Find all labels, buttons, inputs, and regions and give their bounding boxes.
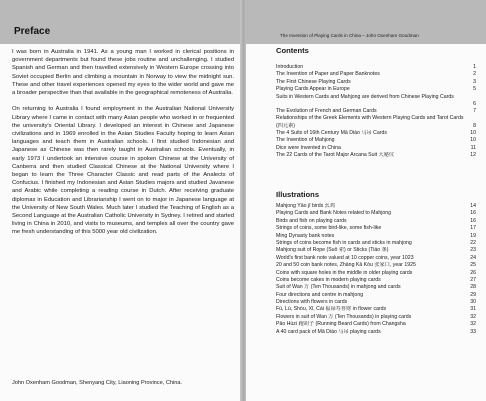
entry-page-number: 10 (470, 137, 476, 144)
entry-page-number: 11 (470, 144, 476, 151)
illustration-entry (276, 329, 476, 336)
entry-title: Playing Cards and Bank Notes related to Mahjong (276, 210, 392, 217)
entry-page-number: 10 (470, 129, 476, 136)
entry-title: Coins become cakes in modern playing cards (276, 276, 381, 283)
toc-entry (276, 152, 476, 159)
illustration-entry (276, 292, 476, 299)
entry-page-number: 16 (470, 210, 476, 217)
illustration-entry (276, 210, 476, 217)
entry-title: Flowers in suit of Wan 万 (Ten Thousands) in playing cards (276, 313, 412, 320)
illustration-entry (276, 225, 476, 232)
toc-entry (276, 115, 476, 129)
entry-title: Suit of Wan 万 (Ten Thousands) in mahjong and cards (276, 284, 401, 291)
illustration-entry (276, 203, 476, 210)
entry-title: The Invention of Paper and Paper Banknotes (276, 71, 380, 78)
entry-title: Strings of coins, some bird-like, some fish-like (276, 225, 382, 232)
right-page (246, 0, 486, 401)
illustration-entry (276, 247, 476, 254)
toc-entry (276, 71, 476, 78)
entry-page-number: 28 (470, 284, 476, 291)
illustration-entry (276, 255, 476, 262)
illustration-entry (276, 299, 476, 306)
entry-title: Suits in Western Cards and Mahjong are derived from Chinese Playing Cards (276, 93, 454, 100)
entry-title: Coins with square holes in the middle in older playing cards (276, 269, 413, 276)
illustration-entry (276, 314, 476, 321)
illustrations-heading: Illustrations (276, 190, 320, 199)
preface-paragraph: I was born in Australia in 1941. As a young man I worked in clerical positions in government departments but found these jobs routine and unchallenging. I studied Spanish and German and then travelled extensively in Western Europe crossing into Soviet occupied Berlin and climbing a mountain in Norway to view the midnight sun. These and other travel experiences opened my eyes to the wider world and gave me a broader perspective than that available in the geographical remoteness of Australia. (12, 49, 234, 97)
toc-entry (276, 86, 476, 93)
entry-title: Strings of coins become fish in cards and sticks in mahjong (276, 239, 412, 246)
entry-page-number: 30 (470, 299, 476, 306)
entry-page-number: 22 (470, 239, 476, 246)
chapter-title: Preface (14, 26, 51, 37)
entry-title: Relationships of the Greek Elements with Western Playing Cards and Tarot Cards (四元素) (276, 115, 464, 129)
entry-page-number: 5 (473, 86, 476, 93)
author-signature: John Oxenham Goodman, Shenyang City, Liaoning Province, China. (12, 380, 182, 386)
entry-title: Four directions and centre in mahjong (276, 291, 364, 298)
entry-title: Directions with flowers in cards (276, 299, 348, 306)
entry-title: The Invention of Mahjong (276, 137, 335, 144)
illustrations-list (276, 203, 476, 336)
entry-page-number: 12 (470, 151, 476, 158)
entry-page-number: 27 (470, 276, 476, 283)
entry-page-number: 1 (473, 64, 476, 70)
illustration-entry (276, 306, 476, 313)
entry-page-number: 29 (470, 291, 476, 298)
illustration-entry (276, 233, 476, 240)
left-page-header-band (0, 0, 242, 44)
entry-title: Mahjong Yāo jī birds 幺鸡 (276, 203, 336, 209)
entry-page-number: 8 (473, 122, 476, 129)
entry-title: The First Chinese Playing Cards (276, 78, 351, 85)
toc-entry (276, 94, 476, 108)
entry-title: Dice were Invented in China (276, 144, 341, 151)
entry-page-number: 19 (470, 232, 476, 239)
entry-title: Ming Dynasty bank notes (276, 232, 335, 239)
entry-title: Mahjong suit of Rope (Suǒ 索) or Sticks (Tiáo 条) (276, 247, 389, 254)
illustration-entry (276, 277, 476, 284)
entry-page-number: 3 (473, 78, 476, 85)
entry-title: 20 and 50 coin bank notes, Zhāng Kā Kòu 张家口, year 1925 (276, 262, 416, 269)
entry-page-number: 7 (473, 107, 476, 114)
entry-title: Fú, Lù, Shòu, Xǐ, Cái 福禄寿喜财 in flower cards (276, 306, 387, 313)
toc-entry (276, 137, 476, 144)
left-page (0, 0, 242, 401)
preface-paragraph: On returning to Australia I found employment in the Australian National University Library where I came in contact with many Asian people who worked in or frequented the university's Oriental Library. I developed an interest in Chinese and Japanese civilizations and in 1969 enrolled in the Asian Studies Faculty hoping to learn Asian languages and teach them in Australian schools. I first studied Indonesian and Japanese as Chinese was then rarely taught in Australian schools. Eventually, in early 1973 I undertook an intensive course in spoken Chinese at the University of Canberra and then studied Classical Chinese at the National University where I began to learn the Three Character Classic and read parts of the Analects of Confucius. I finished my Indonesian and Asian Studies majors and studied Javanese and Arabic while completing a reading course in Dutch. After receiving graduate diplomas in Education and Librarianship I went on to major in Japanese language at the University of New South Wales. Much later I studied the Teaching of English as a Second Language at the Australian Catholic University in Sydney. I retired and started living in China in 2010, and visits to museums, and temples all over the country gave me fresh understanding of this 5000 year old civilization. (12, 106, 234, 236)
illustration-entry (276, 218, 476, 225)
entry-page-number: 24 (470, 254, 476, 261)
contents-heading: Contents (276, 46, 309, 55)
preface-body (12, 48, 234, 245)
illustration-entry (276, 270, 476, 277)
entry-page-number: 23 (470, 247, 476, 254)
entry-page-number: 17 (470, 225, 476, 232)
entry-page-number: 14 (470, 203, 476, 209)
entry-page-number: 32 (470, 321, 476, 328)
toc-entry (276, 145, 476, 152)
entry-title: The 4 Suits of 16th Century Mǎ Diào 马吊 Cards (276, 129, 388, 136)
toc-entry (276, 79, 476, 86)
entry-title: The 22 Cards of the Tarot Major Arcana Suit 大秘仪 (276, 151, 395, 158)
toc-entry (276, 130, 476, 137)
entry-title: Introduction (276, 64, 304, 70)
entry-page-number: 33 (470, 328, 476, 335)
entry-page-number: 6 (473, 100, 476, 107)
illustration-entry (276, 262, 476, 269)
entry-page-number: 26 (470, 269, 476, 276)
entry-title: Pǎo Húzi 跑胡子 (Running Beard Cards) from Changsha (276, 321, 406, 328)
toc-entry (276, 108, 476, 115)
entry-title: Birds and fish on playing cards (276, 217, 347, 224)
illustration-entry (276, 321, 476, 328)
illustration-entry (276, 240, 476, 247)
contents-list (276, 64, 476, 159)
entry-title: World's first bank note valued at 10 copper coins, year 1023 (276, 254, 414, 261)
entry-page-number: 16 (470, 217, 476, 224)
running-header: The Invention of Playing Cards in China – John Oxenham Goodman (280, 33, 419, 38)
entry-page-number: 31 (470, 306, 476, 313)
entry-page-number: 32 (470, 313, 476, 320)
illustration-entry (276, 284, 476, 291)
entry-title: Playing Cards Appear in Europe (276, 86, 350, 93)
entry-page-number: 25 (470, 262, 476, 269)
entry-page-number: 2 (473, 71, 476, 78)
entry-title: A 40 card pack of Mǎ Diào 马吊 playing cards (276, 328, 381, 335)
toc-entry (276, 64, 476, 71)
entry-title: The Evolution of French and German Cards (276, 107, 377, 114)
